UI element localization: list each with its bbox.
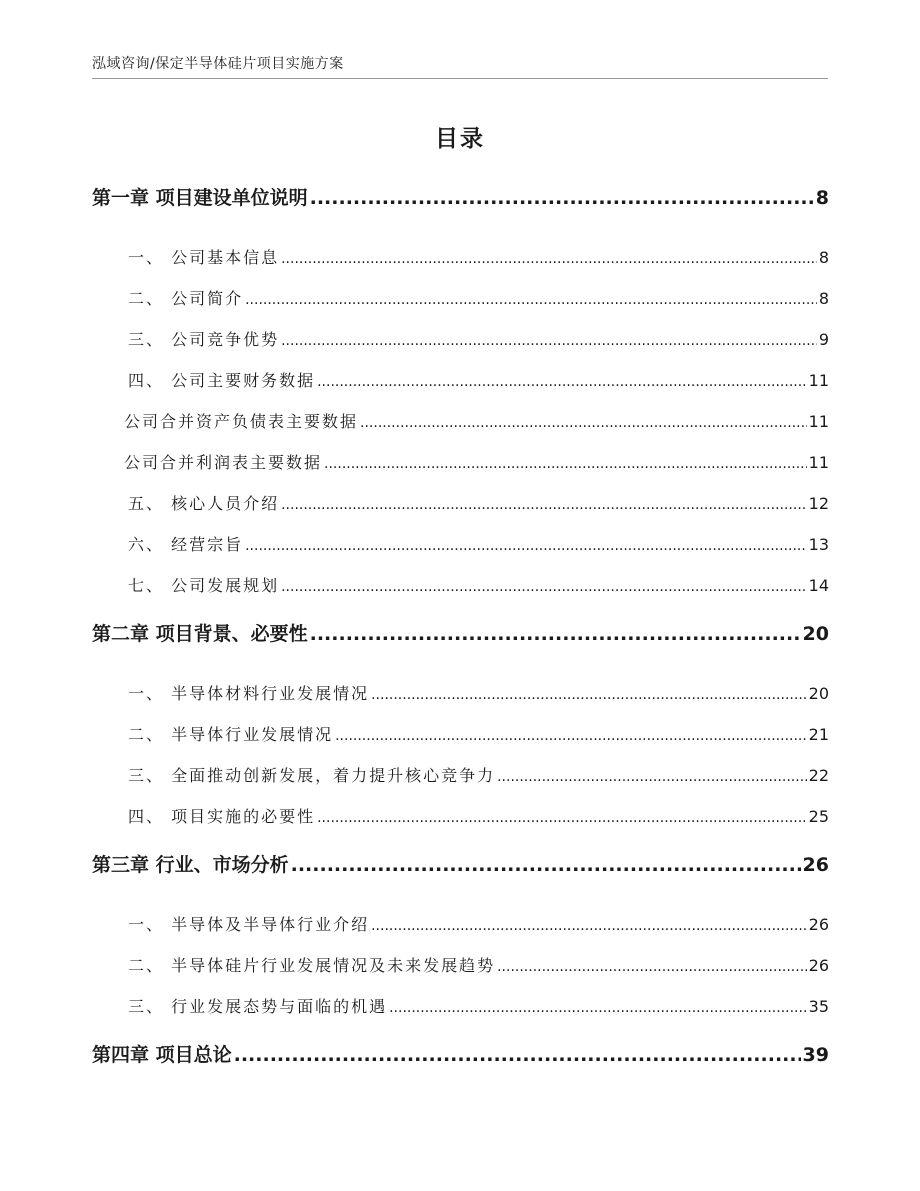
toc-entry-label: 三、 公司竞争优势 [128, 330, 280, 349]
toc-section-entry[interactable] [92, 755, 829, 796]
toc-section-entry[interactable] [92, 565, 829, 606]
toc-page-number: 13 [808, 535, 829, 554]
toc-section-entry[interactable] [92, 360, 829, 401]
toc-chapter-entry[interactable] [92, 178, 829, 218]
toc-leader-dots [245, 280, 817, 321]
toc-section-entry[interactable] [92, 986, 829, 1027]
toc-page-number: 21 [808, 725, 829, 744]
toc-entry-label: 二、 公司简介 [128, 289, 244, 308]
toc-section-entry[interactable] [92, 796, 829, 837]
toc-entry-label: 第一章 项目建设单位说明 [92, 187, 308, 209]
toc-leader-dots [245, 526, 807, 567]
toc-section-entry[interactable] [92, 524, 829, 565]
toc-leader-dots [371, 906, 807, 947]
toc-leader-dots [310, 178, 814, 218]
toc-entry-label: 第四章 项目总论 [92, 1044, 232, 1066]
running-header: 泓域咨询/保定半导体硅片项目实施方案 [92, 56, 344, 72]
toc-page-number: 8 [815, 187, 829, 209]
toc-chapter-entry[interactable] [92, 614, 829, 654]
toc-leader-dots [497, 947, 807, 988]
toc-page-number: 22 [808, 766, 829, 785]
toc-page-number: 26 [808, 956, 829, 975]
toc-entry-label: 公司合并利润表主要数据 [124, 453, 323, 472]
toc-section-entry[interactable] [92, 237, 829, 278]
toc-entry-label: 七、 公司发展规划 [128, 576, 280, 595]
toc-page-number: 8 [818, 289, 829, 308]
toc-section-entry[interactable] [92, 945, 829, 986]
toc-leader-dots [281, 239, 817, 280]
toc-section-entry[interactable] [92, 483, 829, 524]
toc-section-entry[interactable] [92, 319, 829, 360]
header-rule [92, 78, 828, 79]
toc-page-number: 35 [808, 997, 829, 1016]
toc-entry-label: 六、 经营宗旨 [128, 535, 244, 554]
toc-chapter-entry[interactable] [92, 1035, 829, 1075]
toc-page-number: 26 [802, 854, 829, 876]
toc-entry-label: 第三章 行业、市场分析 [92, 854, 289, 876]
toc-entry-label: 公司合并资产负债表主要数据 [124, 412, 359, 431]
toc-entry-label: 二、 半导体行业发展情况 [128, 725, 334, 744]
toc-title: 目录 [435, 126, 485, 152]
toc-entry-label: 三、 全面推动创新发展，着力提升核心竞争力 [128, 766, 496, 785]
toc-leader-dots [360, 403, 807, 444]
toc-leader-dots [335, 716, 807, 757]
toc-entry-label: 四、 项目实施的必要性 [128, 807, 316, 826]
toc-leader-dots [281, 485, 807, 526]
toc-section-entry[interactable] [92, 714, 829, 755]
toc-section-entry[interactable] [92, 904, 829, 945]
toc-entry-label: 三、 行业发展态势与面临的机遇 [128, 997, 388, 1016]
toc-entry-label: 五、 核心人员介绍 [128, 494, 280, 513]
toc-leader-dots [389, 988, 807, 1029]
toc-leader-dots [371, 675, 807, 716]
toc-page-number: 20 [802, 623, 829, 645]
toc-leader-dots [234, 1035, 801, 1075]
toc-page-number: 25 [808, 807, 829, 826]
toc-page-number: 20 [808, 684, 829, 703]
toc-page-number: 11 [808, 453, 829, 472]
toc-entry-label: 一、 半导体材料行业发展情况 [128, 684, 370, 703]
toc-chapter-entry[interactable] [92, 845, 829, 885]
toc-leader-dots [281, 321, 817, 362]
toc-leader-dots [324, 444, 807, 485]
toc-page-number: 14 [808, 576, 829, 595]
toc-page-number: 9 [818, 330, 829, 349]
toc-section-entry[interactable] [92, 442, 829, 483]
toc-leader-dots [497, 757, 807, 798]
toc-entry-label: 第二章 项目背景、必要性 [92, 623, 308, 645]
toc-entry-label: 一、 公司基本信息 [128, 248, 280, 267]
toc-page-number: 11 [808, 412, 829, 431]
table-of-contents [92, 178, 829, 1075]
toc-leader-dots [310, 614, 801, 654]
toc-entry-label: 四、 公司主要财务数据 [128, 371, 316, 390]
toc-entry-label: 二、 半导体硅片行业发展情况及未来发展趋势 [128, 956, 496, 975]
toc-page-number: 11 [808, 371, 829, 390]
toc-page-number: 39 [802, 1044, 829, 1066]
toc-leader-dots [317, 362, 807, 403]
toc-section-entry[interactable] [92, 278, 829, 319]
toc-entry-label: 一、 半导体及半导体行业介绍 [128, 915, 370, 934]
toc-page-number: 12 [808, 494, 829, 513]
toc-leader-dots [317, 798, 807, 839]
toc-section-entry[interactable] [92, 401, 829, 442]
toc-leader-dots [291, 845, 801, 885]
toc-page-number: 26 [808, 915, 829, 934]
toc-section-entry[interactable] [92, 673, 829, 714]
toc-leader-dots [281, 567, 807, 608]
toc-page-number: 8 [818, 248, 829, 267]
